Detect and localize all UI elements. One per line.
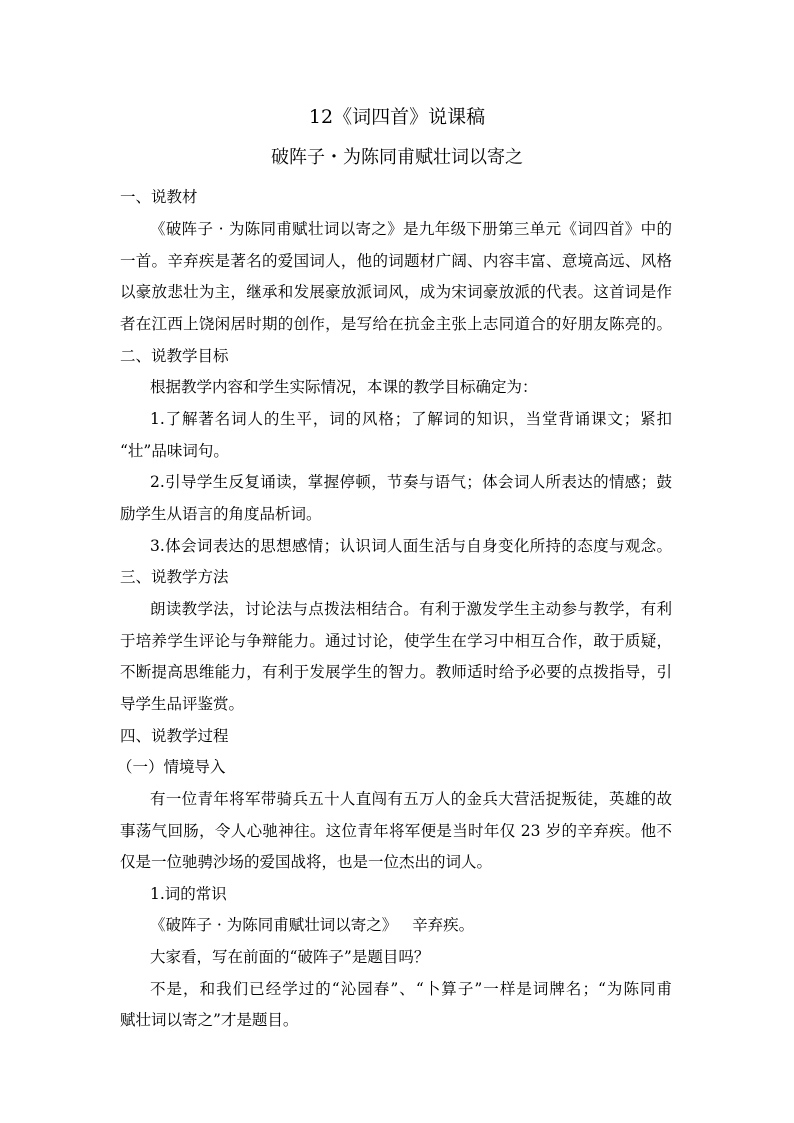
section-heading-4: 四、说教学过程 xyxy=(120,727,229,745)
paragraph-line: 《破阵子 · 为陈同甫赋壮词以寄之》是九年级下册第三单元《词四首》中的 xyxy=(150,220,672,238)
paragraph-line: 不断提高思维能力，有利于发展学生的智力。教师适时给予必要的点拨指导，引 xyxy=(120,663,672,681)
section-heading-1: 一、说教材 xyxy=(120,188,198,206)
goal-1-line: “壮”品味词句。 xyxy=(120,442,229,460)
paragraph-line: 以豪放悲壮为主，继承和发展豪放派词风，成为宋词豪放派的代表。这首词是作 xyxy=(120,283,672,301)
paragraph-line: 仅是一位驰骋沙场的爱国战将，也是一位杰出的词人。 xyxy=(120,853,493,871)
paragraph-line: 导学生品评鉴赏。 xyxy=(120,695,245,713)
section-heading-2: 二、说教学目标 xyxy=(120,347,229,365)
document-subtitle: 破阵子・为陈同甫赋壮词以寄之 xyxy=(271,147,523,168)
subsection-heading: （一）情境导入 xyxy=(117,758,226,776)
work-title-line: 《破阵子 · 为陈同甫赋壮词以寄之》 辛弃疾。 xyxy=(150,916,475,934)
item-heading: 1.词的常识 xyxy=(150,885,227,903)
paragraph-line: 根据教学内容和学生实际情况，本课的教学目标确定为： xyxy=(150,378,538,396)
answer-line: 不是，和我们已经学过的“沁园春”、“卜算子”一样是词牌名；“为陈同甫 xyxy=(150,980,672,998)
goal-1-line: 1.了解著名词人的生平，词的风格；了解词的知识，当堂背诵课文；紧扣 xyxy=(150,410,672,428)
paragraph-line: 者在江西上饶闲居时期的创作，是写给在抗金主张上志同道合的好朋友陈亮的。 xyxy=(120,315,672,333)
question-line: 大家看，写在前面的“破阵子”是题目吗？ xyxy=(150,948,430,966)
goal-2-line: 2.引导学生反复诵读，掌握停顿，节奏与语气；体会词人所表达的情感；鼓 xyxy=(150,473,672,491)
section-heading-3: 三、说教学方法 xyxy=(120,568,229,586)
goal-2-line: 励学生从语言的角度品析词。 xyxy=(120,505,322,523)
paragraph-line: 事荡气回肠，令人心驰神往。这位青年将军便是当时年仅 23 岁的辛弃疾。他不 xyxy=(120,822,672,840)
answer-line: 赋壮词以寄之”才是题目。 xyxy=(120,1011,299,1029)
paragraph-line: 一首。辛弃疾是著名的爱国词人，他的词题材广阔、内容丰富、意境高远、风格 xyxy=(120,252,672,270)
document-title: 12《词四首》说课稿 xyxy=(308,106,486,128)
goal-3-line: 3.体会词表达的思想感情；认识词人面生活与自身变化所持的态度与观念。 xyxy=(150,537,672,555)
paragraph-line: 有一位青年将军带骑兵五十人直闯有五万人的金兵大营活捉叛徒，英雄的故 xyxy=(150,790,672,808)
paragraph-line: 于培养学生评论与争辩能力。通过讨论，使学生在学习中相互合作，敢于质疑， xyxy=(120,632,672,650)
paragraph-line: 朗读教学法，讨论法与点拨法相结合。有利于激发学生主动参与教学，有利 xyxy=(150,600,672,618)
